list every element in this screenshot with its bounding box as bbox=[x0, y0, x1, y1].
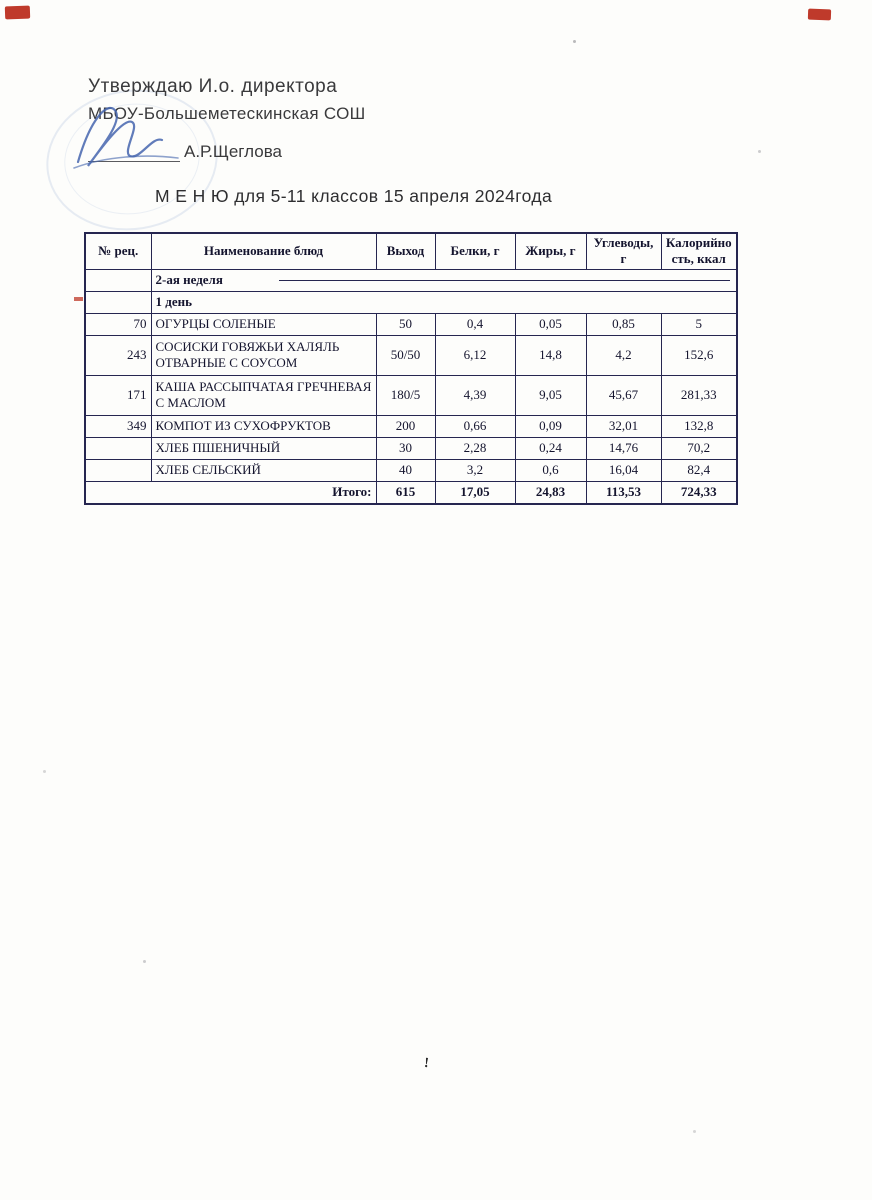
header-calories: Калорийно сть, ккал bbox=[661, 233, 737, 269]
menu-table bbox=[84, 232, 738, 505]
table-header-row bbox=[85, 233, 737, 269]
cell-carbs: 14,76 bbox=[586, 437, 661, 459]
cell-carbs: 4,2 bbox=[586, 335, 661, 375]
cell-fat: 0,6 bbox=[515, 459, 586, 481]
cell-calories: 70,2 bbox=[661, 437, 737, 459]
cell-dish-name: ОГУРЦЫ СОЛЕНЫЕ bbox=[151, 313, 376, 335]
table-row bbox=[85, 375, 737, 415]
cell-carbs: 32,01 bbox=[586, 415, 661, 437]
table-row-total bbox=[85, 481, 737, 504]
total-protein: 17,05 bbox=[435, 481, 515, 504]
cell-dish-name: ХЛЕБ СЕЛЬСКИЙ bbox=[151, 459, 376, 481]
cell-protein: 4,39 bbox=[435, 375, 515, 415]
week-rule-line bbox=[279, 280, 730, 281]
total-fat: 24,83 bbox=[515, 481, 586, 504]
cell-carbs: 45,67 bbox=[586, 375, 661, 415]
table-row bbox=[85, 437, 737, 459]
cell-fat: 0,09 bbox=[515, 415, 586, 437]
cell-fat: 0,24 bbox=[515, 437, 586, 459]
cell-calories: 5 bbox=[661, 313, 737, 335]
approval-school-line: МБОУ-Большеметескинская СОШ bbox=[88, 104, 366, 123]
total-output: 615 bbox=[376, 481, 435, 504]
cell-carbs: 16,04 bbox=[586, 459, 661, 481]
cell-protein: 2,28 bbox=[435, 437, 515, 459]
table-row bbox=[85, 313, 737, 335]
cell-recipe-number: 349 bbox=[85, 415, 151, 437]
cell-output: 40 bbox=[376, 459, 435, 481]
week-empty-cell bbox=[85, 269, 151, 291]
cell-fat: 9,05 bbox=[515, 375, 586, 415]
cell-calories: 152,6 bbox=[661, 335, 737, 375]
total-label: Итого: bbox=[85, 481, 376, 504]
cell-recipe-number: 70 bbox=[85, 313, 151, 335]
header-recipe-number: № рец. bbox=[85, 233, 151, 269]
menu-table-container bbox=[84, 232, 738, 505]
header-carbs: Углеводы, г bbox=[586, 233, 661, 269]
cell-output: 50 bbox=[376, 313, 435, 335]
cell-fat: 14,8 bbox=[515, 335, 586, 375]
approval-director-line: Утверждаю И.о. директора bbox=[88, 76, 338, 97]
menu-title: М Е Н Ю для 5-11 классов 15 апреля 2024года bbox=[155, 186, 553, 206]
red-corner-mark-top-left bbox=[5, 6, 30, 20]
cell-calories: 281,33 bbox=[661, 375, 737, 415]
cell-output: 50/50 bbox=[376, 335, 435, 375]
day-label-cell: 1 день bbox=[151, 291, 737, 313]
total-calories: 724,33 bbox=[661, 481, 737, 504]
cell-output: 30 bbox=[376, 437, 435, 459]
table-row-day bbox=[85, 291, 737, 313]
scan-speckles bbox=[573, 40, 576, 43]
cell-recipe-number bbox=[85, 459, 151, 481]
red-corner-mark-top-right bbox=[808, 9, 831, 21]
cell-dish-name: СОСИСКИ ГОВЯЖЬИ ХАЛЯЛЬ ОТВАРНЫЕ С СОУСОМ bbox=[151, 335, 376, 375]
header-fat: Жиры, г bbox=[515, 233, 586, 269]
header-output: Выход bbox=[376, 233, 435, 269]
cell-protein: 6,12 bbox=[435, 335, 515, 375]
cell-output: 180/5 bbox=[376, 375, 435, 415]
signatory-name: А.Р.Щеглова bbox=[184, 142, 282, 161]
cell-dish-name: КОМПОТ ИЗ СУХОФРУКТОВ bbox=[151, 415, 376, 437]
week-label-cell bbox=[151, 269, 737, 291]
cell-dish-name: ХЛЕБ ПШЕНИЧНЫЙ bbox=[151, 437, 376, 459]
table-row-week bbox=[85, 269, 737, 291]
header-protein: Белки, г bbox=[435, 233, 515, 269]
cell-protein: 3,2 bbox=[435, 459, 515, 481]
red-edge-mark bbox=[74, 297, 83, 301]
cell-recipe-number: 171 bbox=[85, 375, 151, 415]
stray-ink-mark: ! bbox=[423, 1055, 430, 1072]
header-dish-name: Наименование блюд bbox=[151, 233, 376, 269]
cell-fat: 0,05 bbox=[515, 313, 586, 335]
cell-recipe-number: 243 bbox=[85, 335, 151, 375]
table-row bbox=[85, 335, 737, 375]
handwritten-signature-ink bbox=[66, 96, 216, 176]
cell-dish-name: КАША РАССЫПЧАТАЯ ГРЕЧНЕВАЯ С МАСЛОМ bbox=[151, 375, 376, 415]
day-empty-cell bbox=[85, 291, 151, 313]
cell-protein: 0,66 bbox=[435, 415, 515, 437]
cell-output: 200 bbox=[376, 415, 435, 437]
total-carbs: 113,53 bbox=[586, 481, 661, 504]
cell-calories: 132,8 bbox=[661, 415, 737, 437]
cell-recipe-number bbox=[85, 437, 151, 459]
cell-protein: 0,4 bbox=[435, 313, 515, 335]
cell-carbs: 0,85 bbox=[586, 313, 661, 335]
cell-calories: 82,4 bbox=[661, 459, 737, 481]
table-row bbox=[85, 459, 737, 481]
week-label: 2-ая неделя bbox=[155, 271, 223, 287]
table-row bbox=[85, 415, 737, 437]
